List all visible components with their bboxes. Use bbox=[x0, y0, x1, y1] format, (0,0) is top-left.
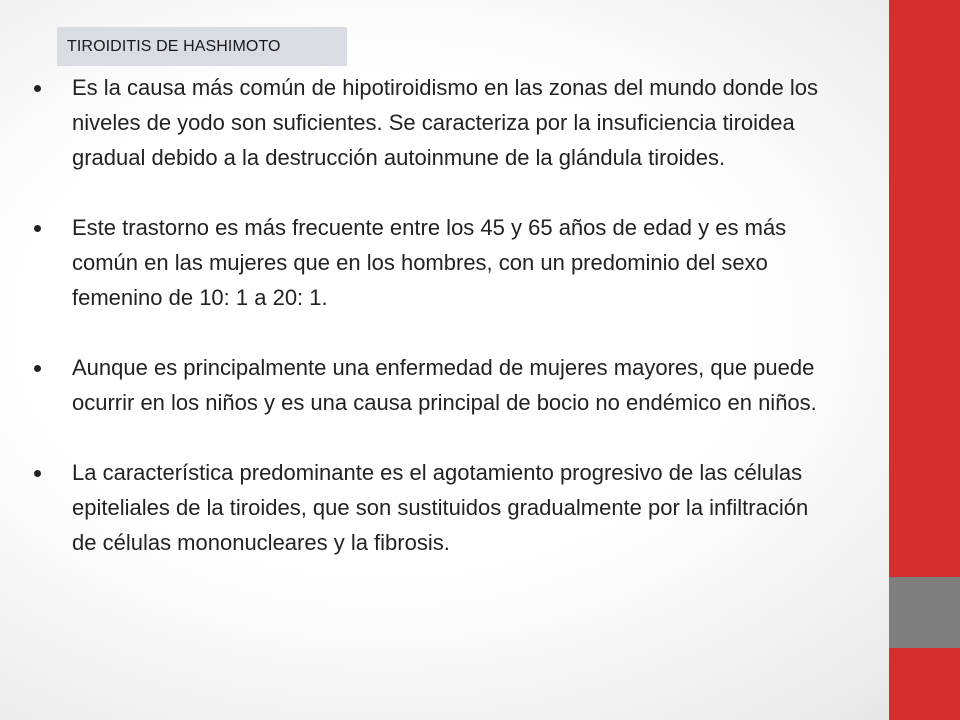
slide-title: TIROIDITIS DE HASHIMOTO bbox=[67, 37, 281, 55]
bullet-dot-icon bbox=[34, 85, 41, 92]
bullet-item bbox=[30, 455, 830, 560]
bullet-dot-icon bbox=[34, 225, 41, 232]
bullet-text: La característica predominante es el agotamiento progresivo de las células epiteliales de la tiroides, que son sustituidos gradualmente por la infiltración de células mononucleares y la fibrosis. bbox=[72, 460, 809, 555]
bullet-item bbox=[30, 70, 830, 175]
slide-title-box bbox=[57, 27, 347, 66]
bullet-dot-icon bbox=[34, 470, 41, 477]
bullet-list bbox=[30, 70, 830, 560]
decorative-sidebar bbox=[889, 0, 960, 720]
bullet-text: Aunque es principalmente una enfermedad de mujeres mayores, que puede ocurrir en los niños y es una causa principal de bocio no endémico en niños. bbox=[72, 355, 817, 415]
bullet-dot-icon bbox=[34, 365, 41, 372]
sidebar-red-block bbox=[889, 0, 960, 577]
bullet-text: Este trastorno es más frecuente entre los 45 y 65 años de edad y es más común en las mujeres que en los hombres, con un predominio del sexo femenino de 10: 1 a 20: 1. bbox=[72, 215, 787, 310]
bullet-text: Es la causa más común de hipotiroidismo en las zonas del mundo donde los niveles de yodo son suficientes. Se caracteriza por la insuficiencia tiroidea gradual debido a la destrucción autoinmune de la glándula tiroides. bbox=[72, 75, 818, 170]
bullet-item bbox=[30, 350, 830, 420]
sidebar-gray-block bbox=[889, 577, 960, 648]
bullet-item bbox=[30, 210, 830, 315]
sidebar-red-block-bottom bbox=[889, 648, 960, 720]
